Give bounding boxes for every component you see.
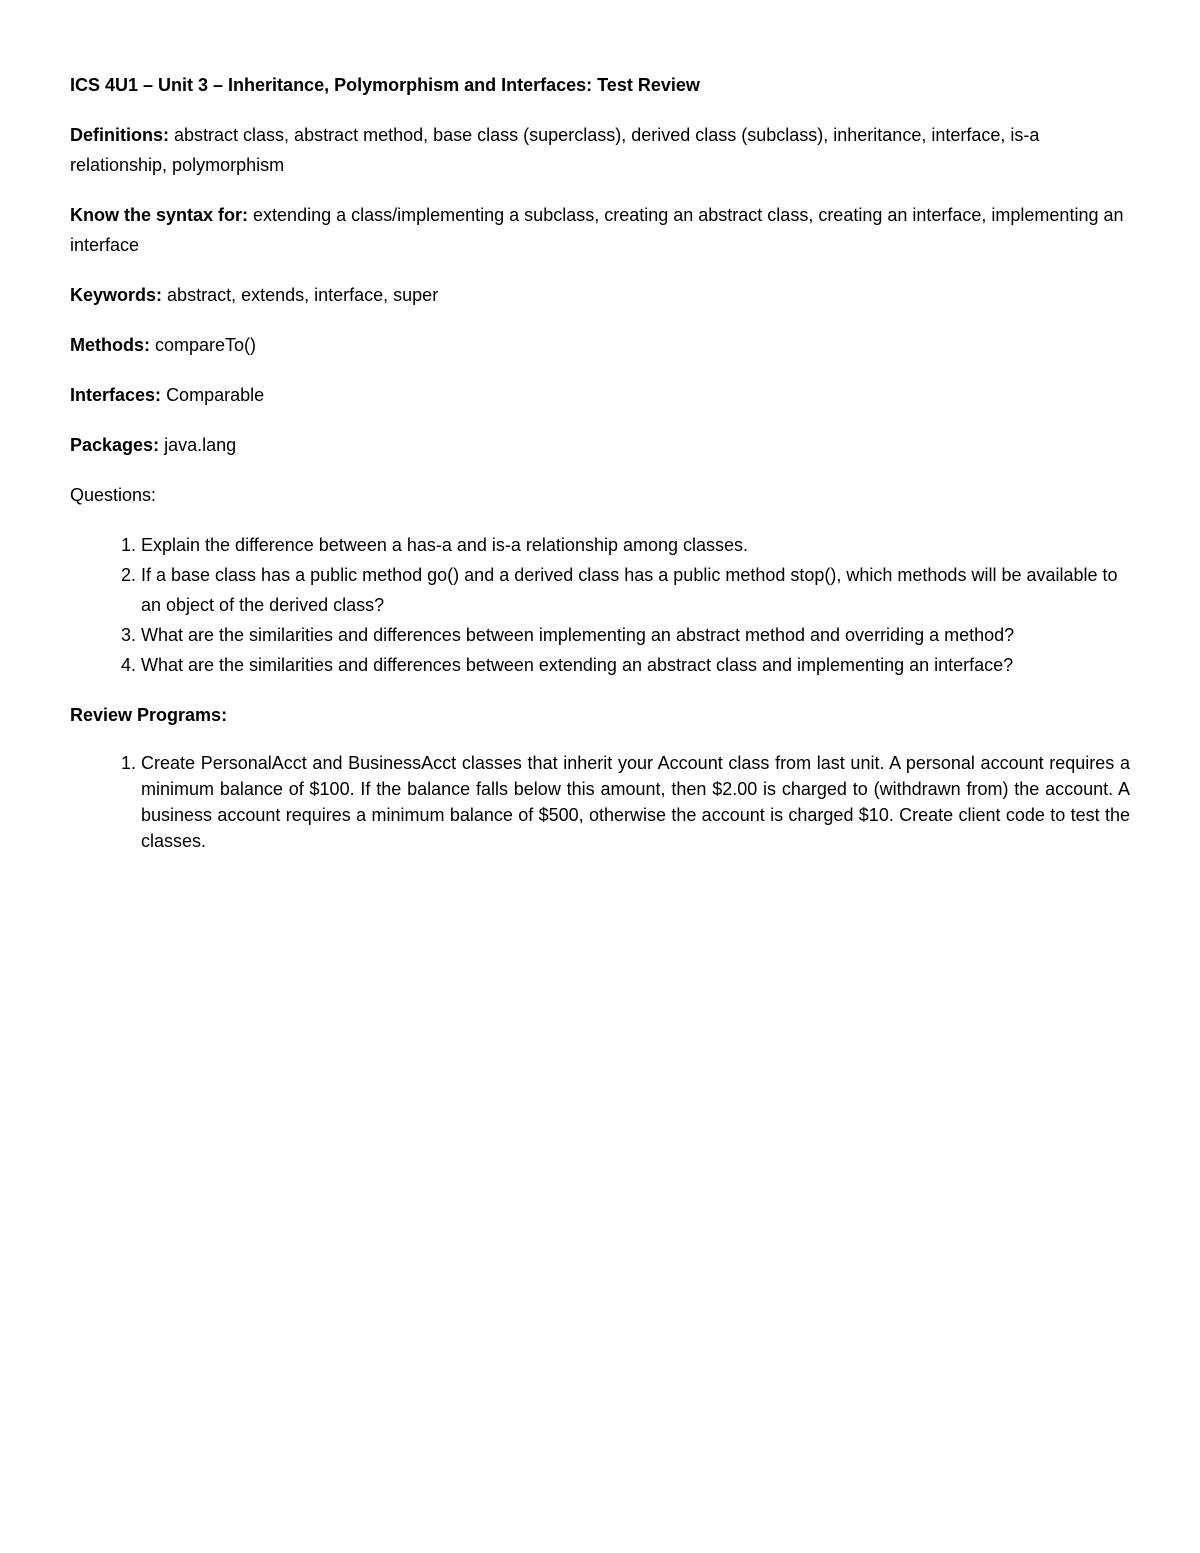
review-programs-heading: Review Programs:: [70, 705, 228, 725]
methods-section: [70, 330, 1130, 360]
definitions-section: [70, 120, 1130, 180]
document-page: [70, 70, 1130, 874]
program-item: 1. Create PersonalAcct and BusinessAcct classes that inherit your Account class from last unit. A personal account requires a minimum balance of $100. If the balance falls below this amount, then $2.00 is charged to (withdrawn from) the account. A business account requires a minimum balance of $500, otherwise the account is charged $10. Create client code to test the classes.: [141, 750, 1130, 854]
question-item: 4. What are the similarities and differences between extending an abstract class and implementing an interface?: [141, 650, 1130, 680]
question-item: 2. If a base class has a public method go() and a derived class has a public method stop(), which methods will be available to an object of the derived class?: [141, 560, 1130, 620]
question-item: 1. Explain the difference between a has-a and is-a relationship among classes.: [141, 530, 1130, 560]
question-item: 3. What are the similarities and differences between implementing an abstract method and overriding a method?: [141, 620, 1130, 650]
keywords-text: abstract, extends, interface, super: [167, 285, 439, 305]
keywords-label: Keywords:: [70, 285, 163, 305]
packages-section: [70, 430, 1130, 460]
syntax-label: Know the syntax for:: [70, 205, 249, 225]
syntax-text: extending a class/implementing a subclass, creating an abstract class, creating an interface, implementing an interface: [70, 205, 1124, 255]
questions-heading: Questions:: [70, 485, 157, 505]
programs-list: [70, 750, 1130, 854]
keywords-section: [70, 280, 1130, 310]
questions-list: [70, 530, 1130, 680]
packages-text: java.lang: [164, 435, 237, 455]
methods-text: compareTo(): [155, 335, 257, 355]
methods-label: Methods:: [70, 335, 150, 355]
document-title: ICS 4U1 – Unit 3 – Inheritance, Polymorphism and Interfaces: Test Review: [70, 75, 700, 95]
interfaces-label: Interfaces:: [70, 385, 162, 405]
interfaces-text: Comparable: [166, 385, 265, 405]
syntax-section: [70, 200, 1130, 260]
definitions-text: abstract class, abstract method, base class (superclass), derived class (subclass), inheritance, interface, is-a relationship, polymorphism: [70, 125, 1040, 175]
interfaces-section: [70, 380, 1130, 410]
packages-label: Packages:: [70, 435, 160, 455]
definitions-label: Definitions:: [70, 125, 169, 145]
